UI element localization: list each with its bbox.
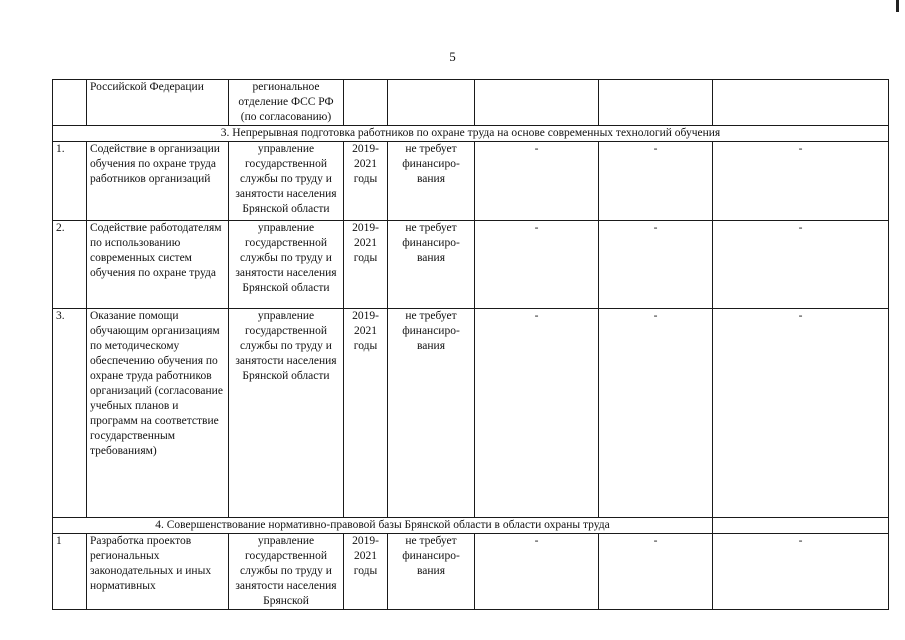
table-row (53, 221, 889, 309)
executor-cell: управление государственной службы по труду и занятости населения Брянской области (229, 142, 344, 221)
table-row (53, 309, 889, 518)
section-heading: 3. Непрерывная подготовка работников по охране труда на основе современных технологий обучения (53, 126, 889, 142)
term-cell: 2019-2021 годы (344, 309, 388, 518)
term-cell: 2019-2021 годы (344, 221, 388, 309)
row-number-cell: 1. (53, 142, 87, 221)
value-cell-3: - (713, 221, 889, 309)
measure-name-cell: Содействие в организации обучения по охране труда работников организаций (87, 142, 229, 221)
table-row (53, 142, 889, 221)
measures-table (52, 79, 889, 610)
value-cell-1: - (475, 221, 599, 309)
section-heading: 4. Совершенствование нормативно-правовой базы Брянской области в области охраны труда (53, 518, 713, 534)
section-heading-row (53, 518, 889, 534)
value-cell-3: - (713, 309, 889, 518)
measure-name-cell: Оказание помощи обучающим организациям по методическому обеспечению обучения по охране труда работников организаций (согласование учебных планов и программ на соответствие государственным требованиям) (87, 309, 229, 518)
value-cell-3: - (713, 534, 889, 610)
financing-cell (388, 80, 475, 126)
value-cell-2: - (599, 534, 713, 610)
financing-cell: не требует финансиро-вания (388, 309, 475, 518)
value-cell-1 (475, 80, 599, 126)
page-number: 5 (449, 49, 456, 64)
row-number-cell: 1 (53, 534, 87, 610)
value-cell-1: - (475, 142, 599, 221)
financing-cell: не требует финансиро-вания (388, 534, 475, 610)
row-number-cell: 3. (53, 309, 87, 518)
term-cell (344, 80, 388, 126)
value-cell-2: - (599, 221, 713, 309)
scan-edge-mark (896, 0, 899, 12)
measure-name-cell: Содействие работодателям по использованию современных систем обучения по охране труда (87, 221, 229, 309)
value-cell-3: - (713, 142, 889, 221)
value-cell-3 (713, 80, 889, 126)
table-row-continuation (53, 80, 889, 126)
executor-cell: управление государственной службы по труду и занятости населения Брянской (229, 534, 344, 610)
executor-cell: региональное отделение ФСС РФ (по согласованию) (229, 80, 344, 126)
term-cell: 2019-2021 годы (344, 534, 388, 610)
value-cell-1: - (475, 534, 599, 610)
measure-name-cell: Российской Федерации (87, 80, 229, 126)
executor-cell: управление государственной службы по труду и занятости населения Брянской области (229, 221, 344, 309)
row-number-cell (53, 80, 87, 126)
section-heading-row (53, 126, 889, 142)
table-row (53, 534, 889, 610)
value-cell-2: - (599, 309, 713, 518)
measure-name-cell: Разработка проектов региональных законодательных и иных нормативных (87, 534, 229, 610)
executor-cell: управление государственной службы по труду и занятости населения Брянской области (229, 309, 344, 518)
term-cell: 2019-2021 годы (344, 142, 388, 221)
value-cell-2 (599, 80, 713, 126)
value-cell-1: - (475, 309, 599, 518)
financing-cell: не требует финансиро-вания (388, 221, 475, 309)
value-cell-2: - (599, 142, 713, 221)
section-heading-tail-cell (713, 518, 889, 534)
financing-cell: не требует финансиро-вания (388, 142, 475, 221)
row-number-cell: 2. (53, 221, 87, 309)
